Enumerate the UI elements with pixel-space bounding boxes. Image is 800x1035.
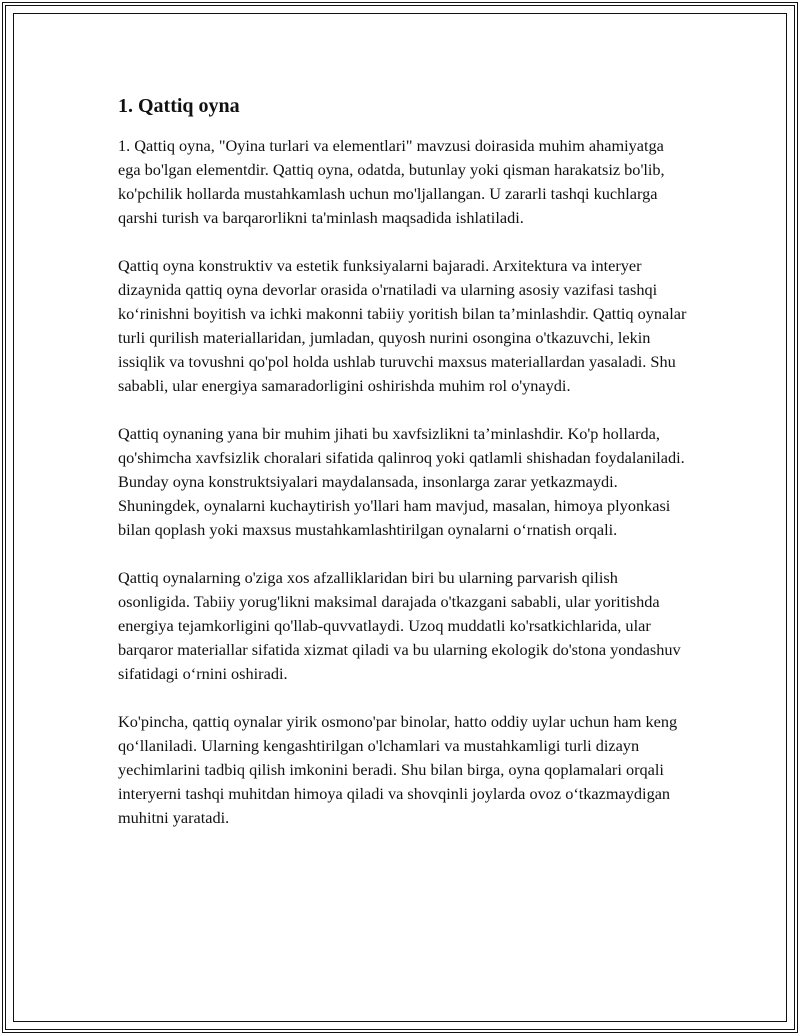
paragraph: Qattiq oynaning yana bir muhim jihati bu xavfsizlikni ta’minlashdir. Ko'p hollarda, qo'shimcha xavfsizlik choralari sifatida qalinroq yoki qatlamli shishadan foydalaniladi. Bunday oyna konstruktsiyalari maydalansada, insonlarga zarar yetkazmaydi. Shuningdek, oynalarni kuchaytirish yo'llari ham mavjud, masalan, himoya plyonkasi bilan qoplash yoki maxsus mustahkamlashtirilgan oynalarni o‘rnatish orqali.: [118, 424, 685, 539]
document-body: [118, 92, 688, 854]
paragraph: 1. Qattiq oyna, "Oyina turlari va elementlari" mavzusi doirasida muhim ahamiyatga ega bo'lgan elementdir. Qattiq oyna, odatda, butunlay yoki qisman harakatsiz bo'lib, ko'pchilik hollarda mustahkamlash uchun mo'ljallangan. U zararli tashqi kuchlarga qarshi turish va barqarorlikni ta'minlash maqsadida ishlatiladi.: [118, 136, 665, 227]
section-heading: 1. Qattiq oyna: [118, 95, 240, 117]
paragraph: Qattiq oynalarning o'ziga xos afzalliklaridan biri bu ularning parvarish qilish osonligida. Tabiiy yorug'likni maksimal darajada o'tkazgani sababli, ular yoritishda energiya tejamkorligini qo'llab-quvvatlaydi. Uzoq muddatli ko'rsatkichlarida, ular barqaror materiallar sifatida xizmat qiladi va bu ularning ekologik do'stona yondashuv sifatidagi o‘rnini oshiradi.: [118, 568, 681, 683]
paragraph: Ko'pincha, qattiq oynalar yirik osmono'par binolar, hatto oddiy uylar uchun ham keng qo‘llaniladi. Ularning kengashtirilgan o'lchamlari va mustahkamligi turli dizayn yechimlarini tadbiq qilish imkonini beradi. Shu bilan birga, oyna qoplamalari orqali interyerni tashqi muhitdan himoya qiladi va shovqinli joylarda ovoz o‘tkazmaydigan muhitni yaratadi.: [118, 712, 678, 827]
paragraph: Qattiq oyna konstruktiv va estetik funksiyalarni bajaradi. Arxitektura va interyer dizaynida qattiq oyna devorlar orasida o'rnatiladi va ularning asosiy vazifasi tashqi ko‘rinishni boyitish va ichki makonni tabiiy yoritish bilan ta’minlashdir. Qattiq oynalar turli qurilish materiallaridan, jumladan, quyosh nurini osongina o'tkazuvchi, lekin issiqlik va tovushni qo'pol holda ushlab turuvchi maxsus materiallardan yasaladi. Shu sababli, ular energiya samaradorligini oshirishda muhim rol o'ynaydi.: [118, 256, 687, 395]
